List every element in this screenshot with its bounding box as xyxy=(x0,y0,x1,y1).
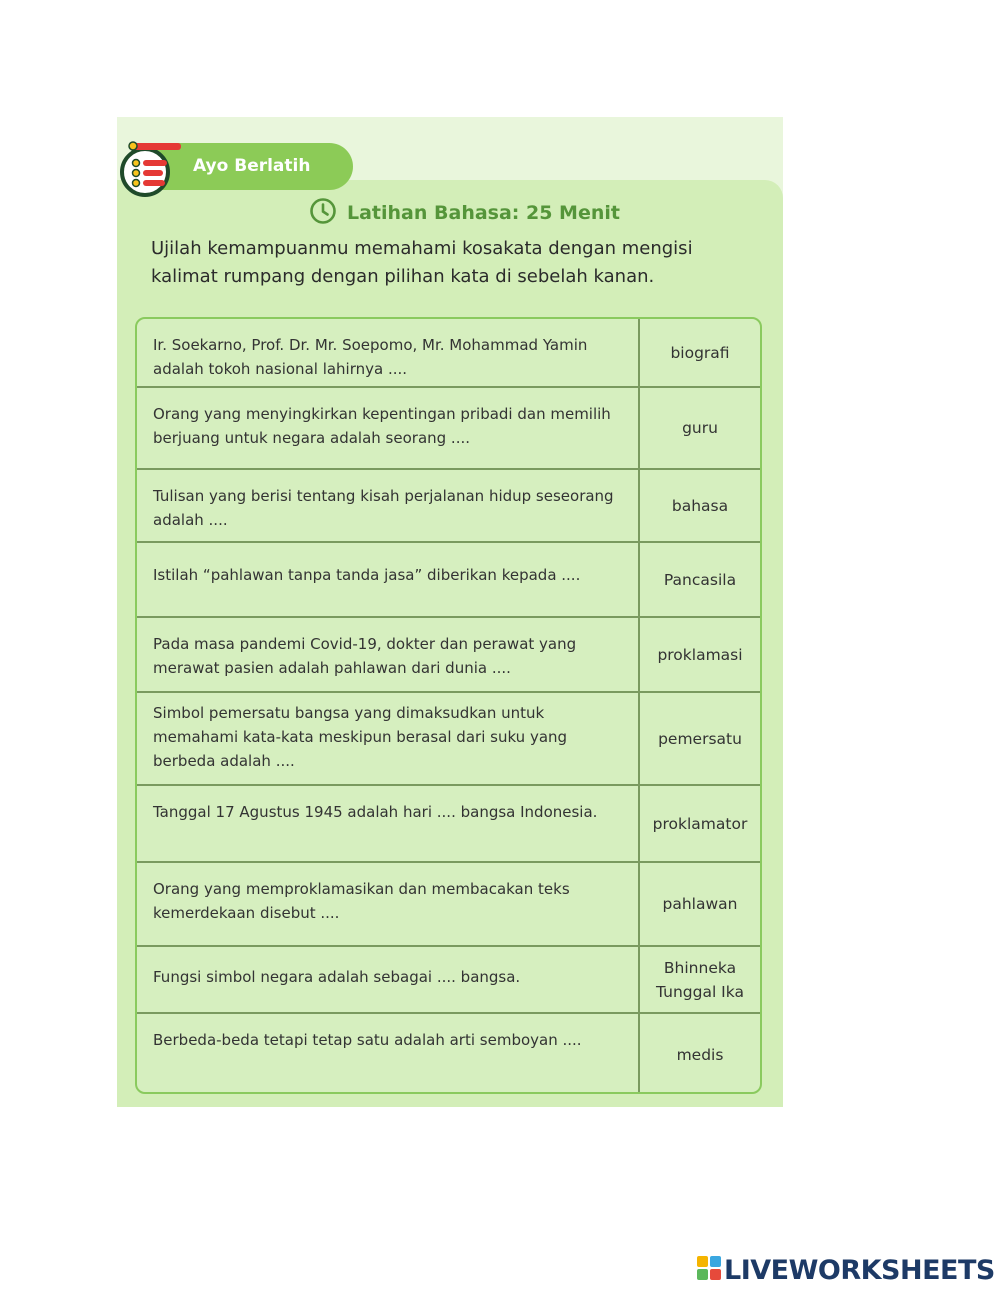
option-cell[interactable]: Pancasila xyxy=(663,570,737,589)
question-cell: Pada masa pandemi Covid-19, dokter dan perawat yang merawat pasien adalah pahlawan dari dunia .... xyxy=(137,618,640,691)
practice-badge-icon xyxy=(117,141,181,197)
question-cell: Ir. Soekarno, Prof. Dr. Mr. Soepomo, Mr. Mohammad Yamin adalah tokoh nasional lahirnya .... xyxy=(137,319,640,386)
exercise-card xyxy=(117,117,783,1107)
table-row xyxy=(137,543,760,618)
question-cell: Istilah “pahlawan tanpa tanda jasa” diberikan kepada .... xyxy=(137,543,640,616)
table-row xyxy=(137,388,760,470)
clock-icon xyxy=(309,197,337,229)
liveworksheets-logo-icon xyxy=(697,1256,721,1284)
question-cell: Fungsi simbol negara adalah sebagai .... bangsa. xyxy=(137,947,640,1012)
timer-label: Latihan Bahasa: 25 Menit xyxy=(347,202,620,224)
section-tag-label: Ayo Berlatih xyxy=(193,156,311,176)
liveworksheets-logo xyxy=(697,1253,995,1287)
table-row xyxy=(137,786,760,863)
question-cell: Tulisan yang berisi tentang kisah perjalanan hidup seseorang adalah .... xyxy=(137,470,640,541)
instruction-text: Ujilah kemampuanmu memahami kosakata dengan mengisi kalimat rumpang dengan pilihan kata di sebelah kanan. xyxy=(151,238,693,287)
option-cell[interactable]: Bhinneka Tunggal Ika xyxy=(656,958,744,1001)
question-cell: Orang yang memproklamasikan dan membacakan teks kemerdekaan disebut .... xyxy=(137,863,640,945)
question-cell: Tanggal 17 Agustus 1945 adalah hari .... bangsa Indonesia. xyxy=(137,786,640,861)
question-cell: Orang yang menyingkirkan kepentingan pribadi dan memilih berjuang untuk negara adalah seorang .... xyxy=(137,388,640,468)
option-cell[interactable]: biografi xyxy=(670,343,730,362)
question-cell: Berbeda-beda tetapi tetap satu adalah arti semboyan .... xyxy=(137,1014,640,1094)
table-row xyxy=(137,863,760,947)
option-cell[interactable]: proklamator xyxy=(652,814,748,833)
option-cell[interactable]: guru xyxy=(682,419,718,437)
option-cell[interactable]: pemersatu xyxy=(658,729,742,748)
question-cell: Simbol pemersatu bangsa yang dimaksudkan untuk memahami kata-kata meskipun berasal dari suku yang berbeda adalah .... xyxy=(137,693,640,784)
table-row xyxy=(137,1014,760,1094)
option-cell[interactable]: medis xyxy=(676,1046,724,1064)
option-cell[interactable]: pahlawan xyxy=(662,895,738,913)
table-row xyxy=(137,947,760,1014)
option-cell[interactable]: bahasa xyxy=(671,496,729,515)
table-row xyxy=(137,693,760,786)
table-row xyxy=(137,319,760,388)
table-row xyxy=(137,470,760,543)
timer xyxy=(309,199,620,227)
option-cell[interactable]: proklamasi xyxy=(657,645,743,664)
logo-text: LIVEWORKSHEETS xyxy=(724,1254,995,1286)
table-row xyxy=(137,618,760,693)
matching-table xyxy=(135,317,762,1094)
